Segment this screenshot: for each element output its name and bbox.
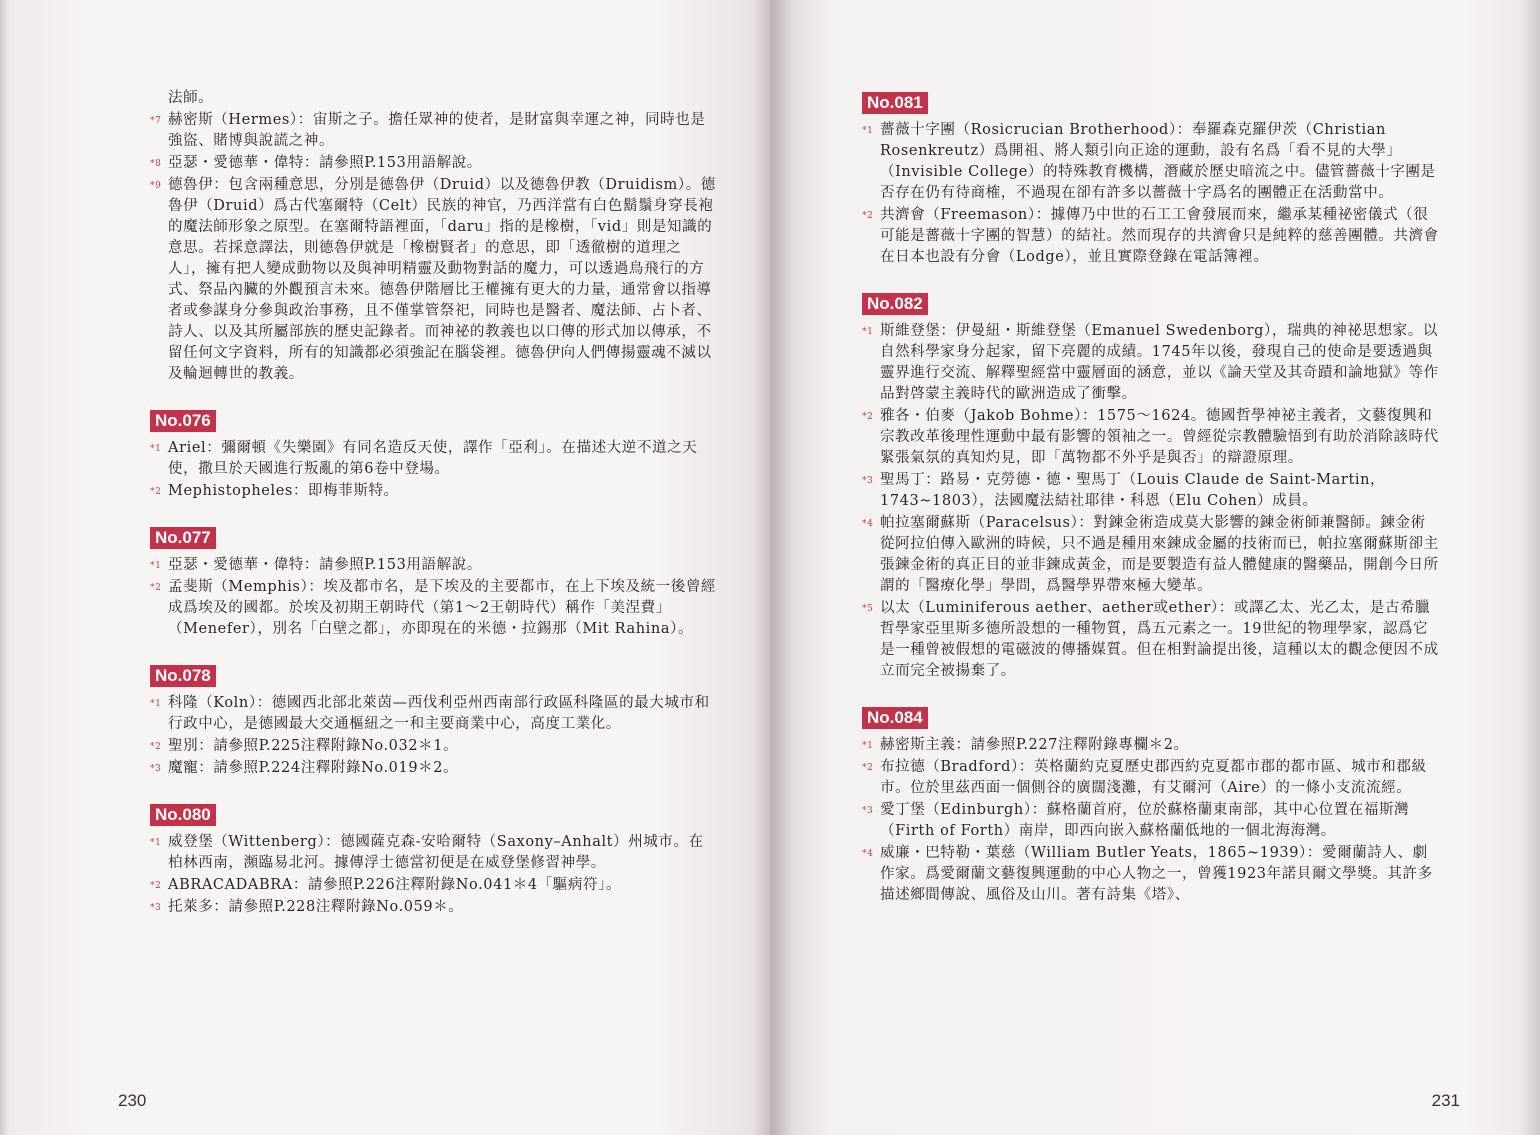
footnote-entry bbox=[862, 843, 1440, 906]
footnote-entry bbox=[150, 832, 718, 874]
footnote-entry bbox=[150, 758, 718, 779]
footnote-text: 科隆（Koln）：德國西北部北萊茵—西伐利亞州西南部行政區科隆區的最大城市和行政中心，是德國最大交通樞紐之一和主要商業中心，高度工業化。 bbox=[168, 695, 710, 732]
footnote-marker: *2 bbox=[862, 211, 874, 221]
footnote-entry bbox=[150, 438, 718, 480]
footnote-text: 斯維登堡：伊曼紐・斯維登堡（Emanuel Swedenborg），瑞典的神祕思想家。以自然科學家身分起家，留下亮麗的成績。1745年以後，發現自己的使命是要透過與靈界進行交流、解釋聖經當中靈層面的涵意，並以《論天堂及其奇蹟和論地獄》等作品對啓蒙主義時代的歐洲造成了衝擊。 bbox=[880, 323, 1439, 402]
footnote-text: 孟斐斯（Memphis）：埃及都市名，是下埃及的主要都市，在上下埃及統一後曾經成爲埃及的國都。於埃及初期王朝時代（第1～2王朝時代）稱作「美涅費」（Menefer），別名「白壁之都」，亦即現在的米德・拉錫那（Mit Rahina）。 bbox=[168, 579, 717, 637]
right-page bbox=[770, 0, 1540, 1135]
footnote-text: 以太（Luminiferous aether、aether或ether）：或譯乙太、光乙太，是古希臘哲學家亞里斯多德所設想的一種物質，爲五元素之一。19世紀的物理學家，認爲它是一種曾被假想的電磁波的傳播媒質。但在相對論提出後，這種以太的觀念便因不成立而完全被揚棄了。 bbox=[880, 600, 1439, 679]
footnote-entry bbox=[150, 897, 718, 918]
footnote-entry bbox=[862, 406, 1440, 469]
footnote-marker: *1 bbox=[150, 838, 162, 848]
footnote-text: 赫密斯（Hermes）：宙斯之子。擔任眾神的使者，是財富與幸運之神，同時也是強盜、賭博與說謊之神。 bbox=[168, 112, 706, 149]
footnote-marker: *2 bbox=[150, 487, 162, 497]
footnote-marker: *9 bbox=[150, 181, 162, 191]
footnote-text: 雅各・伯麥（Jakob Bohme）：1575～1624。德國哲學神祕主義者，文藝復興和宗教改革後理性運動中最有影響的領袖之一。曾經從宗教體驗悟到有助於消除該時代緊張氣氛的真知灼見，即「萬物都不外乎是與否」的辯證原理。 bbox=[880, 408, 1439, 466]
footnote-marker: *5 bbox=[862, 604, 874, 614]
footnote-entry bbox=[862, 598, 1440, 682]
page-edge-right bbox=[1518, 0, 1540, 1135]
footnote-entry bbox=[150, 175, 718, 385]
section-label-no077: No.077 bbox=[150, 527, 216, 549]
footnote-marker: *3 bbox=[862, 476, 874, 486]
footnote-marker: *1 bbox=[150, 444, 162, 454]
section-label-no081: No.081 bbox=[862, 92, 928, 114]
footnote-marker: *2 bbox=[150, 742, 162, 752]
book-gutter bbox=[752, 0, 792, 1135]
footnote-text: 共濟會（Freemason）：據傳乃中世的石工工會發展而來，繼承某種祕密儀式（很可能是薔薇十字團的智慧）的結社。然而現存的共濟會只是純粹的慈善團體。共濟會在日本也設有分會（Lodge），並且實際登錄在電話簿裡。 bbox=[880, 207, 1439, 265]
footnote-entry bbox=[862, 120, 1440, 204]
page-number-right: 231 bbox=[1431, 1091, 1460, 1110]
footnote-text: 帕拉塞爾蘇斯（Paracelsus）：對鍊金術造成莫大影響的鍊金術師兼醫師。鍊金術從阿拉伯傳入歐洲的時候，只不過是種用來鍊成金屬的技術而已，帕拉塞爾蘇斯卻主張鍊金術的真正目的並非鍊成黃金，而是要製造有益人體健康的醫藥品，開創今日所謂的「醫療化學」學問，爲醫學界帶來極大變革。 bbox=[880, 515, 1439, 594]
footnote-text: 亞瑟・愛德華・偉特：請參照P.153用語解說。 bbox=[168, 557, 482, 573]
footnote-text: 威廉・巴特勒・葉慈（William Butler Yeats，1865~1939）：愛爾蘭詩人、劇作家。爲愛爾蘭文藝復興運動的中心人物之一，曾獲1923年諾貝爾文學獎。其許多描述鄉間傳說、風俗及山川。著有詩集《塔》、 bbox=[880, 845, 1433, 903]
footnote-entry bbox=[862, 321, 1440, 405]
footnote-entry bbox=[150, 736, 718, 757]
footnote-marker: *2 bbox=[150, 881, 162, 891]
right-text-column bbox=[862, 92, 1440, 907]
footnote-text: 魔寵：請參照P.224注釋附錄No.019＊2。 bbox=[168, 760, 459, 776]
footnote-entry bbox=[150, 555, 718, 576]
footnote-text: 赫密斯主義：請參照P.227注釋附錄專欄＊2。 bbox=[880, 737, 1189, 753]
footnote-marker: *4 bbox=[862, 849, 874, 859]
footnote-text: 聖馬丁：路易・克勞德・德・聖馬丁（Louis Claude de Saint-Martin，1743~1803），法國魔法結社耶律・科恩（Elu Cohen）成員。 bbox=[880, 472, 1386, 509]
footnote-text: 德魯伊：包含兩種意思，分別是德魯伊（Druid）以及德魯伊教（Druidism）。德魯伊（Druid）爲古代塞爾特（Celt）民族的神官，乃西洋當有白色鬍鬚身穿長袍的魔法師形象之原型。在塞爾特語裡面，「daru」指的是橡樹，「vid」則是知識的意思。若採意譯法，則德魯伊就是「橡樹賢者」的意思，即「透徹樹的道理之人」，擁有把人變成動物以及與神明精靈及動物對話的魔力，可以透過鳥飛行的方式、祭品內臟的外觀預言未來。德魯伊階層比王權擁有更大的力量，通常會以指導者或參謀身分參與政治事務，且不僅掌管祭祀，同時也是醫者、魔法師、占卜者、詩人、以及其所屬部族的歷史記錄者。而神祕的教義也以口傳的形式加以傳承，不留任何文字資料，所有的知識都必須強記在腦袋裡。德魯伊向人們傳揚靈魂不滅以及輪迴轉世的教義。 bbox=[168, 177, 716, 382]
footnote-entry bbox=[862, 513, 1440, 597]
footnote-marker: *2 bbox=[150, 583, 162, 593]
footnote-text: 聖別：請參照P.225注釋附錄No.032＊1。 bbox=[168, 738, 459, 754]
footnote-marker: *3 bbox=[862, 806, 874, 816]
footnote-entry bbox=[862, 470, 1440, 512]
section-label-no076: No.076 bbox=[150, 410, 216, 432]
footnote-text: 威登堡（Wittenberg）：德國薩克森-安哈爾特（Saxony–Anhalt）州城市。在柏林西南，瀕臨易北河。據傳浮士德當初便是在威登堡修習神學。 bbox=[168, 834, 704, 871]
footnote-entry bbox=[150, 875, 718, 896]
footnote-marker: *1 bbox=[150, 699, 162, 709]
page-edge-left bbox=[0, 0, 10, 1135]
footnote-marker: *1 bbox=[862, 327, 874, 337]
footnote-entry bbox=[150, 481, 718, 502]
footnote-text: 布拉德（Bradford）：英格蘭約克夏歷史郡西約克夏都市郡的都市區、城市和郡級市。位於里茲西面一個側谷的廣闊淺灘，有艾爾河（Aire）的一條小支流流經。 bbox=[880, 759, 1427, 796]
footnote-entry bbox=[862, 205, 1440, 268]
footnote-text: 愛丁堡（Edinburgh）：蘇格蘭首府，位於蘇格蘭東南部，其中心位置在福斯灣（Firth of Forth）南岸，即西向嵌入蘇格蘭低地的一個北海海灣。 bbox=[880, 802, 1410, 839]
footnote-marker: *1 bbox=[862, 741, 874, 751]
section-label-no078: No.078 bbox=[150, 665, 216, 687]
footnote-entry bbox=[862, 800, 1440, 842]
footnote-marker: *1 bbox=[862, 126, 874, 136]
footnote-marker: *3 bbox=[150, 903, 162, 913]
footnote-text: Ariel：彌爾頓《失樂園》有同名造反天使，譯作「亞利」。在描述大逆不道之天使，撒旦於天國進行叛亂的第6卷中登場。 bbox=[168, 440, 698, 477]
footnote-marker: *1 bbox=[150, 561, 162, 571]
section-label-no084: No.084 bbox=[862, 707, 928, 729]
left-text-column bbox=[150, 88, 718, 919]
section-label-no080: No.080 bbox=[150, 804, 216, 826]
footnote-marker: *4 bbox=[862, 519, 874, 529]
footnote-entry bbox=[150, 693, 718, 735]
footnote-text: 薔薇十字團（Rosicrucian Brotherhood）：奉羅森克羅伊茨（Christian Rosenkreutz）爲開祖、將人類引向正途的運動，設有名爲「看不見的大學」（Invisible College）的特殊教育機構，潛藏於歷史暗流之中。儘管薔薇十字團是否存在仍有待商榷，不過現在卻有許多以薔薇十字爲名的團體正在活動當中。 bbox=[880, 122, 1436, 201]
footnote-entry bbox=[150, 153, 718, 174]
continued-line: 法師。 bbox=[168, 90, 214, 106]
footnote-text: ABRACADABRA：請參照P.226注釋附錄No.041＊4「驅病符」。 bbox=[168, 877, 622, 893]
page-number-left: 230 bbox=[118, 1091, 147, 1110]
footnote-marker: *8 bbox=[150, 159, 162, 169]
footnote-entry bbox=[862, 757, 1440, 799]
footnote-text: 托萊多：請參照P.228注釋附錄No.059＊。 bbox=[168, 899, 464, 915]
footnote-marker: *7 bbox=[150, 116, 162, 126]
footnote-entry bbox=[150, 110, 718, 152]
footnote-marker: *3 bbox=[150, 764, 162, 774]
section-label-no082: No.082 bbox=[862, 293, 928, 315]
footnote-entry bbox=[862, 735, 1440, 756]
footnote-entry bbox=[150, 577, 718, 640]
footnote-text: Mephistopheles：即梅菲斯特。 bbox=[168, 483, 399, 499]
footnote-marker: *2 bbox=[862, 412, 874, 422]
footnote-marker: *2 bbox=[862, 763, 874, 773]
footnote-text: 亞瑟・愛德華・偉特：請參照P.153用語解說。 bbox=[168, 155, 482, 171]
